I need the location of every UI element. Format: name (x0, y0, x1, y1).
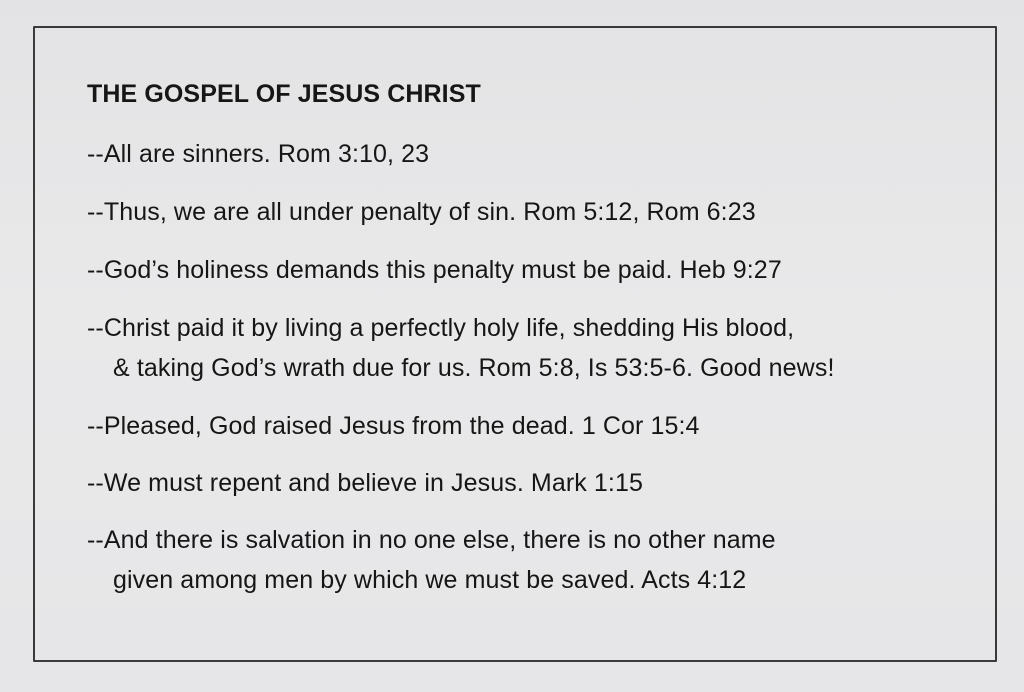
line-god-raised-jesus: --Pleased, God raised Jesus from the dead. 1 Cor 15:4 (87, 412, 700, 440)
line-all-are-sinners: --All are sinners. Rom 3:10, 23 (87, 140, 430, 168)
line-christ-paid-it: --Christ paid it by living a perfectly holy life, shedding His blood, (87, 314, 795, 342)
line-repent-and-believe: --We must repent and believe in Jesus. Mark 1:15 (87, 469, 643, 497)
line-salvation-continued: given among men by which we must be saved. Acts 4:12 (113, 566, 747, 594)
gospel-card (33, 26, 997, 662)
document-title: THE GOSPEL OF JESUS CHRIST (87, 80, 481, 108)
line-holiness-demands: --God’s holiness demands this penalty must be paid. Heb 9:27 (87, 256, 782, 284)
line-penalty-of-sin: --Thus, we are all under penalty of sin. Rom 5:12, Rom 6:23 (87, 198, 756, 226)
line-christ-paid-it-continued: & taking God’s wrath due for us. Rom 5:8, Is 53:5-6. Good news! (113, 354, 835, 382)
line-salvation-no-one-else: --And there is salvation in no one else, there is no other name (87, 526, 776, 554)
